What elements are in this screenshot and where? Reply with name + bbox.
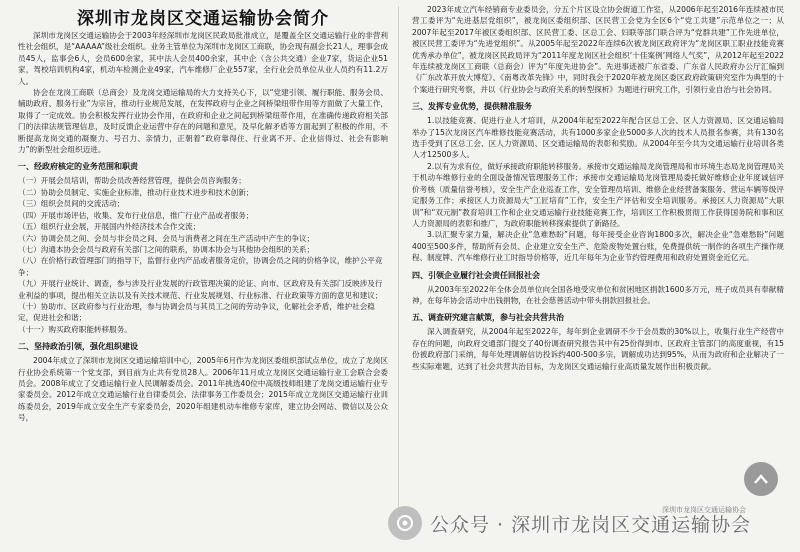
list-item: （十）协助市、区政府参与行业治理，参与协调会员与其员工之间的劳动争议，化解社会矛盾，维护社会稳定，促进社会和谐；: [18, 301, 375, 323]
watermark-label: 公众号 · 深圳市龙岗区交通运输协会: [430, 513, 752, 536]
left-column: [18, 0, 388, 552]
column-divider: [398, 6, 399, 526]
list-item: （六）协调会员之间、会员与非会员之间、会员与消费者之间在生产活动中产生的争议；: [18, 233, 315, 243]
list-item: （九）开展行业统计、调查，参与涉及行业发展的行政管理决策的论证、向市、区政府及有关部门反映涉及行业利益的事项，提出相关立法以及有关技术规范、行业发展规划、行业标准、行业政策等方面的意见和建议；: [18, 279, 383, 300]
list-item: （一）开展会员培训，帮助会员改善经营管理，提供会员咨询服务；: [18, 176, 246, 186]
continued-paragraph: 2023年成立汽车经销商专业委员会，分五个片区设立协会街道工作室，从2006年起至2016年连续被市民营工委评为“先进基层党组织”，被龙岗区委组织部、区民营工会党为全区6个“党工共建”示范单位之一；从2007年起至2017年被区委组织部、区民营工委、区总工会、妇联等部门联合评为“党群共建”工作先进单位，被区民营工委评为“先进党组织”。从2005年起至2022年连续6次被龙岗区政府评为“龙岗区职工职业技能竞赛优秀承办单位”，被龙岗区民政局评为“2011年度龙岗区社会组织‘十佳案例’网络人气奖”，从2012年起至2022年连续被龙岗区工商联（总商会）评为“年度先进协会”。先进事迹被广东省委、广东省人民政府办公厅汇编到《广东改革开放大博览》、《南粤改革先锋》中，同时我会于2020年被龙岗区委区政府政策研究室作为典型的十个案进行研究考察，并以《行业协会与政府关系的转型探析》为题进行研究工作，引领行业自治与社会协同。: [412, 5, 784, 94]
intro-paragraph-1: 深圳市龙岗区交通运输协会于2003年经深圳市龙岗区民政局批准成立，是覆盖全区交通运输行业的非营利性社会组织，是“AAAAA”级社会组织。业务主管单位为深圳市龙岗区工商联，协会现有副会长21人，理事会成员45人，监事会6人，会员600余家，其中法人会员400余家，其中企（含公共交通）企业7家，货运企业51家，驾校培训机构4家，机动车检测企业49家，汽车维修厂企业557家，全行业会员单位从业人员约有11.2万人。: [18, 31, 388, 86]
list-item: （七）沟通本协会会员与政府有关部门之间的联系，协调本协会与其他协会组织的关系；: [18, 244, 315, 254]
section-5-paragraph: 深入调查研究，从2004年起至2022年，每年到企业调研不少于会员数的30%以上，收集行业生产经营中存在的问题，向政府交通部门提交了40份调查研究报告其中有25份得到市、区政府主管部门的高度重视，有15份被政府部门采纳，每年处理调解信访投诉约400-500多宗，调解成功达到95%，从而为政府和企业解决了一些实际难题，达到了社会共营共治目标，为龙岗区交通运输行业高质量发展作出积极贡献。: [412, 327, 784, 371]
list-item: （四）开展市场评估，收集、发布行业信息，推广行业产品或者服务；: [18, 210, 254, 220]
scroll-to-top-button[interactable]: [744, 462, 778, 496]
section-2-paragraph: 2004年成立了深圳市龙岗区交通运输培训中心，2005年6月作为龙岗区委组织部试点单位，成立了龙岗区行业协会系统第一个党支部，到目前为止共有党员28人。2006年11月成立龙岗区交通运输行业工会联合会委员会。2008年成立了交通运输行业人民调解委员会。2011年挑选40位中高级技师组建了龙岗交通运输行业专家委员会。2012年成立交通运输行业自律委员会、法律事务工作委员会；2015年成立龙岗区交通运输行业训练委员会，2019年成立安全生产专家委员会，2020年组建机动车维修专家库，建立协会网站、微信以及公众号，: [18, 356, 388, 423]
section-3-item: 3.以汇聚专家力量，解决企业“急难愁盼”问题，每年接受企业咨询1800多次，解决企业“急难愁盼”问题400至500多件，帮助所有会员、企业建立安全生产、危险废物处置台账，免费提供统一制作的各项生产操作规程、制度牌、汽车维修行业工时指导价格等，近几年每年为企业节约管理费用和政府处置资金近亿元。: [412, 230, 784, 263]
section-4-title: 四、引领企业履行社会责任回报社会: [412, 270, 540, 280]
list-item: （二）协助会员制定、实施企业标准，推动行业技术进步和技术创新；: [18, 187, 254, 197]
document-title: 深圳市龙岗区交通运输协会简介: [77, 9, 329, 29]
list-item: （十一）购买政府职能转移服务。: [18, 324, 132, 334]
section-1-title: 一、经政府核定的业务范围和职责: [18, 162, 138, 172]
section-3-title: 三、发挥专业优势，提供精准服务: [412, 102, 532, 112]
list-item: （三）组织会员间的交流活动；: [18, 199, 125, 209]
seal-stamp-text: 深圳市龙岗区交通运输协会: [662, 506, 746, 514]
right-column: [412, 0, 784, 552]
section-3-item: 1.以技能竞赛、促进行业人才培训，从2004年起至2022年配合区总工会、区人力资源局、区交通运输局举办了15次龙岗区汽车维修技能竞赛活动，共有1000多家企业5000多人次的技术人员报名参赛，共有130名选手受到了区总工会、区人力资源局、区交通运输局的表彰和奖励。从2004年至今共为交通运输行业培训各类人才12500多人。: [412, 116, 784, 160]
wechat-official-account-icon: [388, 506, 422, 540]
section-5-title: 五、调查研究建言献策，参与社会共营共治: [412, 313, 564, 323]
list-item: （八）在价格行政管理部门的指导下，监督行业内产品或者服务定价，协调会员之间的价格争议，维护公平竞争；: [18, 256, 383, 277]
intro-paragraph-2: 协会在龙岗工商联（总商会）及龙岗交通运输局的大力支持关心下，以“党建引领、履行职能、服务会员、辅助政府、服务行业”为宗旨，推动行业规范发展，在发挥政府与企业之间桥梁纽带作用等方面做了大量工作，取得了一定成效。协会积极发挥行业协会作用，在政府和企业之间起到桥梁纽带作用，在准确传递政府相关部门的法律法规管理信息，及时反馈企业运营中存在的问题和意见，及早化解矛盾等方面起到了积极的作用，不断提高龙岗交通的凝聚力、号召力、亲情力，正朝着“政府靠得住、行业离不开、企业信得过、社会有影响力”的新型社会组织迈进。: [18, 88, 388, 155]
watermark: [388, 500, 798, 546]
section-1-list: [18, 175, 388, 335]
section-4-paragraph: 从2003年至2022年全体会员单位向全国各地受灾单位和贫困地区捐款1600多万元，班子成员具有奉献精神，在每年协会活动中出钱捐物，在社会慈善活动中带头捐款回报社会。: [412, 284, 784, 305]
intro-section: [18, 30, 388, 424]
section-2-title: 二、坚持政治引领，强化组织建设: [18, 342, 138, 352]
right-content: [412, 4, 784, 372]
chevron-up-icon: [753, 470, 769, 489]
list-item: （五）组织行业会展，开展国内外经济技术合作交流；: [18, 222, 201, 232]
section-3-item: 2.以有为求有位，做好承接政府职能转移服务。承接市交通运输局龙岗管理局和市环境生态局龙岗管理局关于机动车维修行业的全面设备情况管理服务工作；承接市交通运输局龙岗管理局委托做好维修企业年度诚信评价考核（质量信誉考核），安全生产企业巡查工作，安全管理员培训、维修企业经营备案服务、营运车辆等级评定服务工作；承接区人力资源局大“工匠培育”工作，安全生产评估和安全培训服务。承接区人力资源局“大职训”和“双元制”教育培训工作和企业交通运输行业技能竞赛工作，培训区工作积极贯彻工作获得国务院和事和区人力资源局的表彰和推广，为政府职能转移探索提供了新路径。: [412, 161, 784, 228]
